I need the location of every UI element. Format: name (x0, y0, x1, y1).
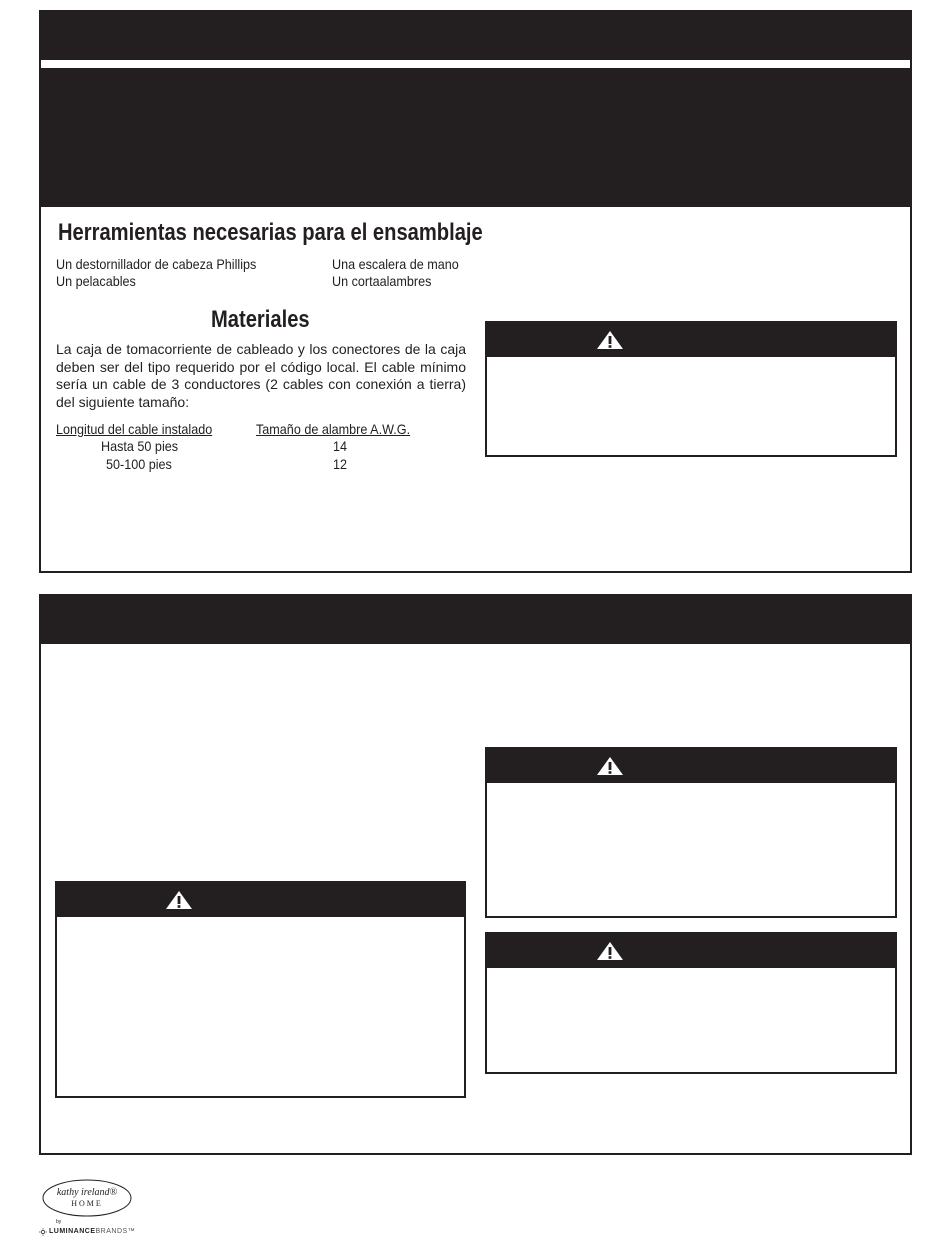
warning-triangle-icon (165, 890, 193, 910)
warning-box (485, 321, 897, 457)
tool-item-wire-cutter: Un cortaalambres (332, 273, 432, 289)
warning-box (55, 881, 466, 1098)
warning-triangle-icon (596, 941, 624, 961)
table-cell-length: Hasta 50 pies (101, 438, 179, 454)
table-cell-gauge: 12 (333, 456, 348, 472)
brand-logo (38, 1178, 148, 1240)
table-header-length: Longitud del cable instalado (56, 421, 213, 437)
warning-header (487, 749, 895, 783)
logo-home: HOME (71, 1199, 103, 1208)
materials-paragraph: La caja de tomacorriente de cableado y los conectores de la caja deben ser del tipo requerido por el código local. El cable mínimo sería un cable de 3 conductores (2 cables con conexión a tierra) del siguiente tamaño: (56, 341, 466, 410)
section-title-banner (39, 68, 912, 207)
section-title-banner (39, 594, 912, 644)
logo-kathy-ireland: kathy ireland® (56, 1187, 118, 1198)
table-cell-gauge: 14 (333, 438, 348, 454)
logo-luminance-brands (49, 1228, 135, 1236)
warning-header (487, 323, 895, 357)
logo-brand-bold: LUMINANCE (49, 1228, 96, 1235)
logo-brand-light: BRANDS™ (95, 1228, 136, 1235)
sun-icon (39, 1228, 47, 1236)
warning-box (485, 932, 897, 1074)
tool-item-stepladder: Una escalera de mano (332, 256, 459, 272)
materials-heading: Materiales (211, 306, 310, 333)
tool-item-screwdriver: Un destornillador de cabeza Phillips (56, 256, 257, 272)
header-bar-top (39, 10, 912, 60)
logo-oval (41, 1178, 133, 1218)
tool-item-wire-stripper: Un pelacables (56, 273, 136, 289)
table-header-gauge: Tamaño de alambre A.W.G. (256, 421, 411, 437)
logo-by: by (56, 1219, 62, 1225)
warning-header (487, 934, 895, 968)
tools-heading: Herramientas necesarias para el ensamblaje (58, 219, 483, 246)
warning-header (57, 883, 464, 917)
warning-triangle-icon (596, 756, 624, 776)
warning-box (485, 747, 897, 918)
table-cell-length: 50-100 pies (106, 456, 172, 472)
warning-triangle-icon (596, 330, 624, 350)
